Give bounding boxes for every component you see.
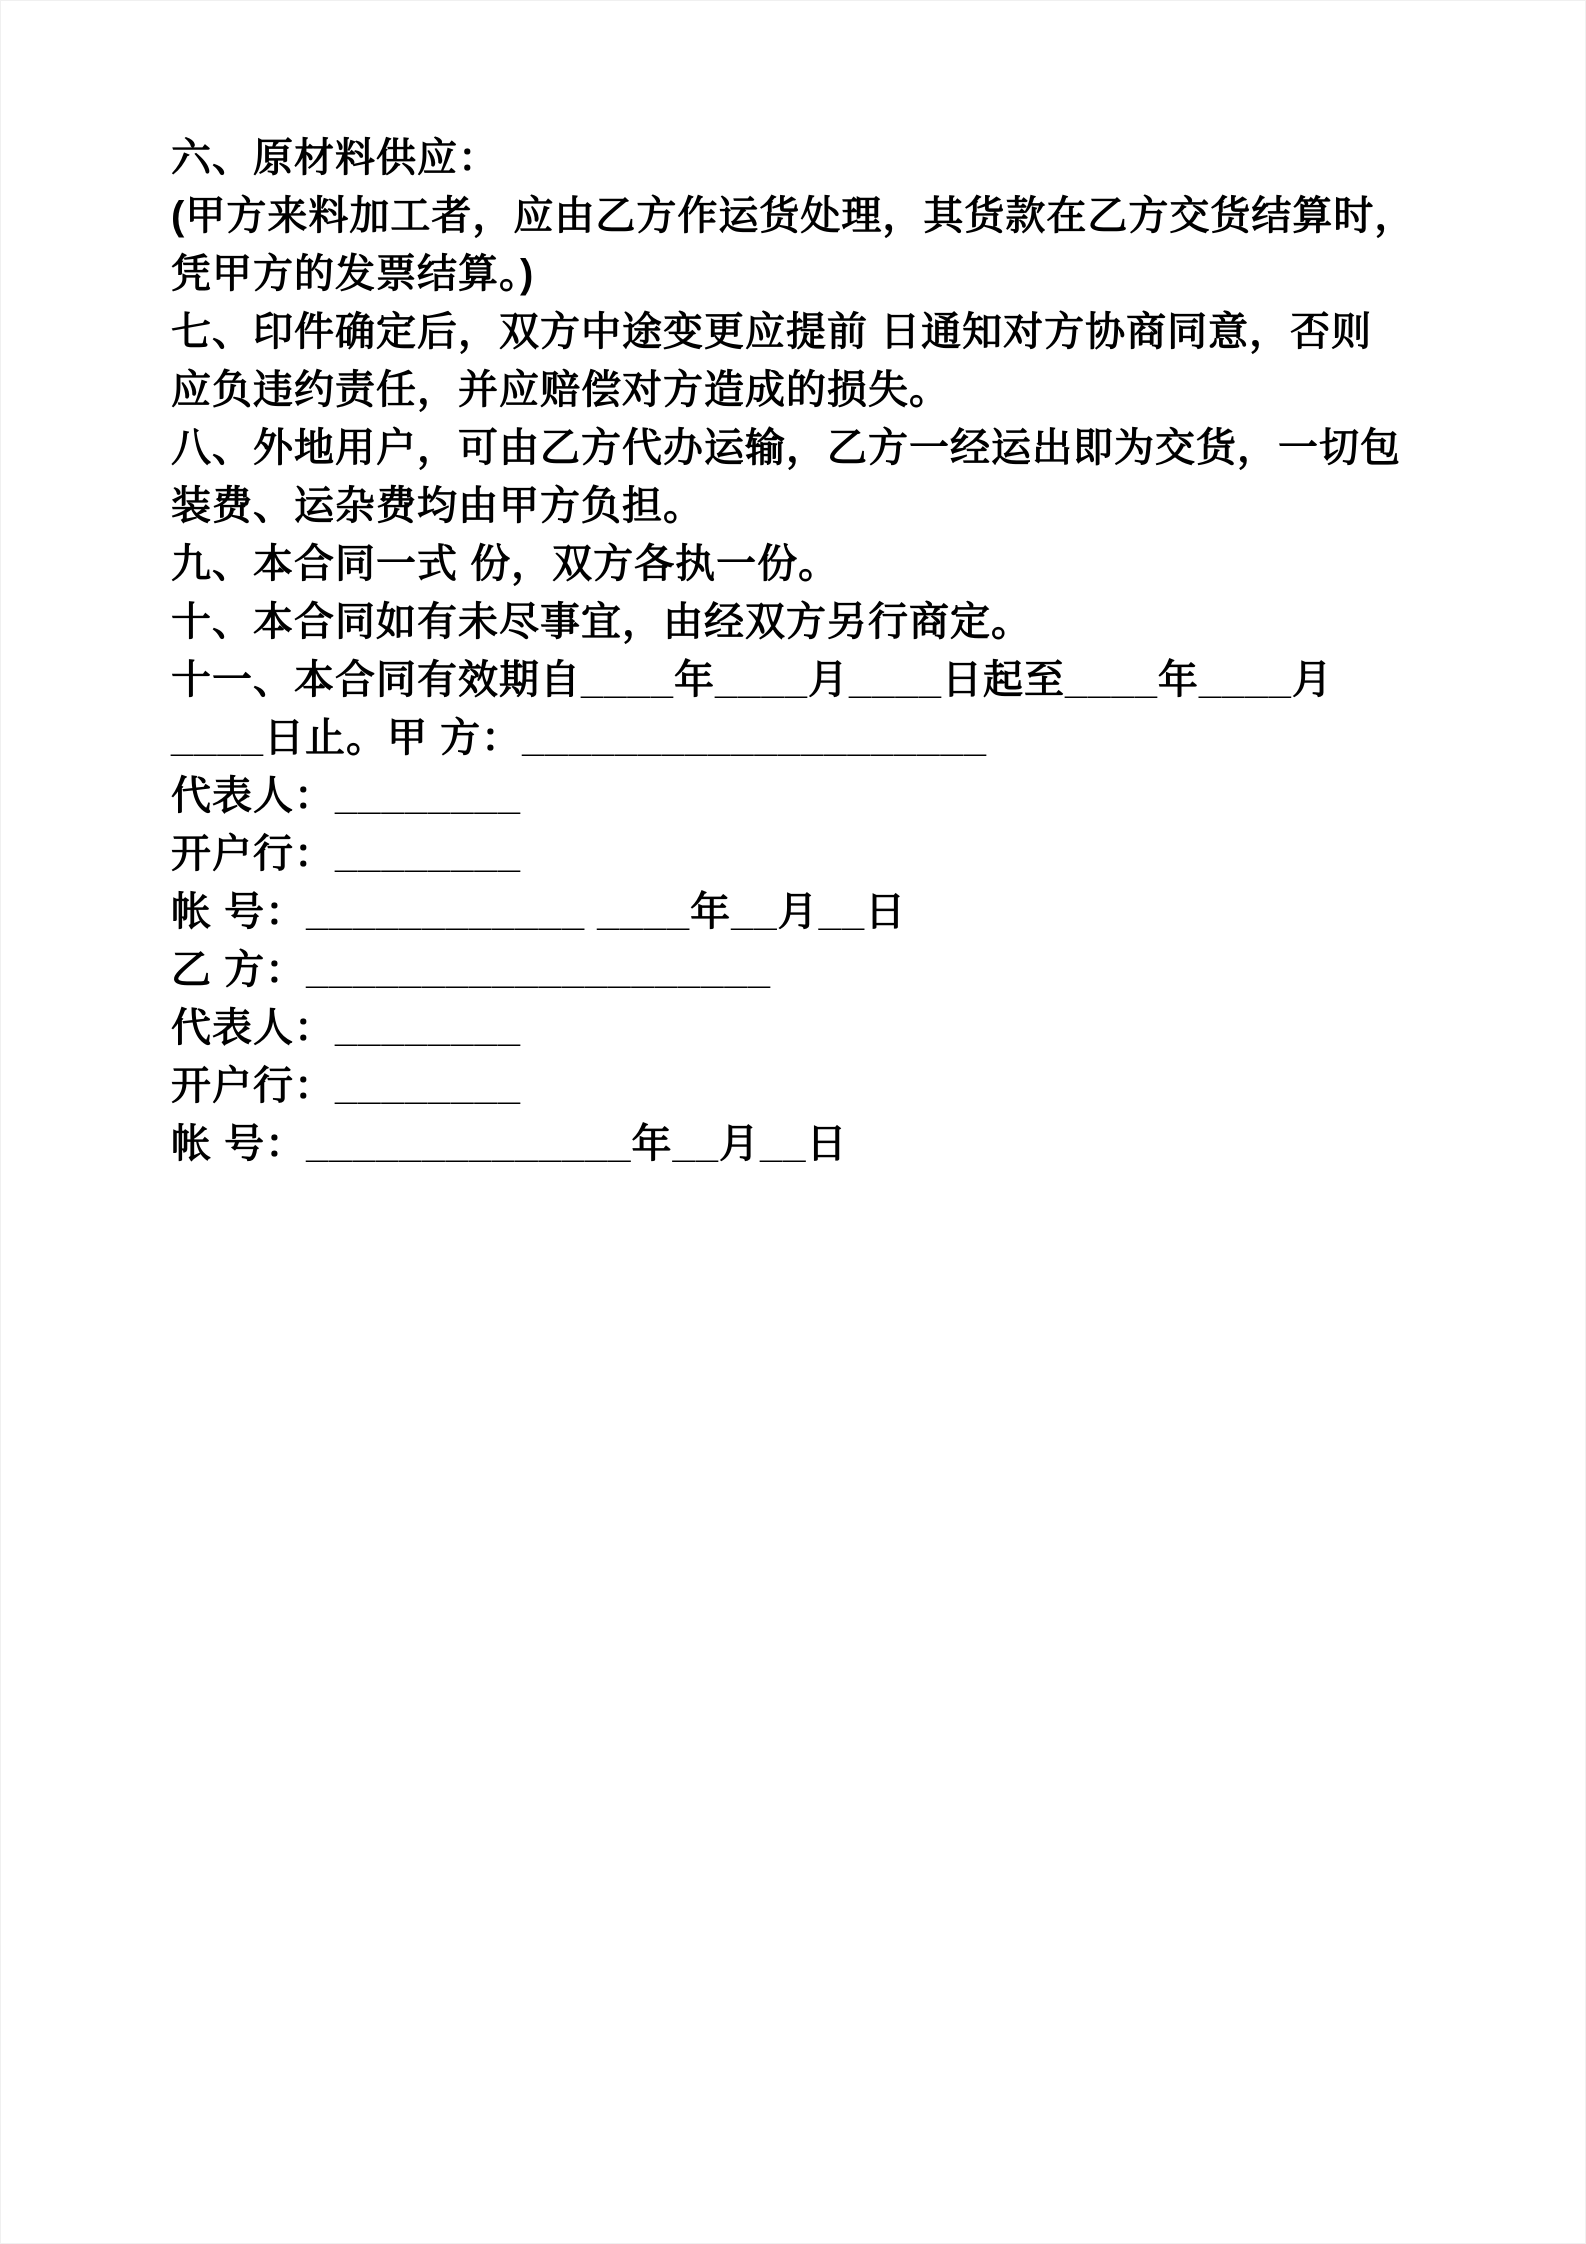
party-a-representative: 代表人：________ bbox=[171, 774, 521, 818]
clause-8-line-1: 八、外地用户，可由乙方代办运输，乙方一经运出即为交货，一切包 bbox=[171, 426, 1401, 470]
clause-7-line-2: 应负违约责任，并应赔偿对方造成的损失。 bbox=[171, 368, 950, 412]
clause-6-heading: 六、原材料供应： bbox=[171, 136, 499, 180]
clause-10: 十、本合同如有未尽事宜，由经双方另行商定。 bbox=[171, 600, 1032, 644]
party-b-bank: 开户行：________ bbox=[171, 1064, 521, 1108]
clause-7-line-1: 七、印件确定后，双方中途变更应提前 日通知对方协商同意，否则 bbox=[171, 310, 1373, 354]
clause-9: 九、本合同一式 份，双方各执一份。 bbox=[171, 542, 840, 586]
clause-11-line-1: 十一、本合同有效期自____年____月____日起至____年____月 bbox=[171, 658, 1333, 702]
party-a-bank: 开户行：________ bbox=[171, 832, 521, 876]
party-b-representative: 代表人：________ bbox=[171, 1006, 521, 1050]
party-b: 乙 方：____________________ bbox=[171, 948, 772, 992]
clause-11-line-2-party-a: ____日止。甲 方：____________________ bbox=[171, 716, 988, 760]
contract-body bbox=[171, 129, 1441, 1173]
clause-6-note-line-1: (甲方来料加工者，应由乙方作运货处理，其货款在乙方交货结算时， bbox=[171, 194, 1416, 238]
clause-6-note-line-2: 凭甲方的发票结算。) bbox=[171, 252, 535, 296]
party-a-account-date: 帐 号：____________ ____年__月__日 bbox=[171, 890, 907, 934]
party-b-account-date: 帐 号：______________年__月__日 bbox=[171, 1122, 848, 1166]
clause-8-line-2: 装费、运杂费均由甲方负担。 bbox=[171, 484, 704, 528]
